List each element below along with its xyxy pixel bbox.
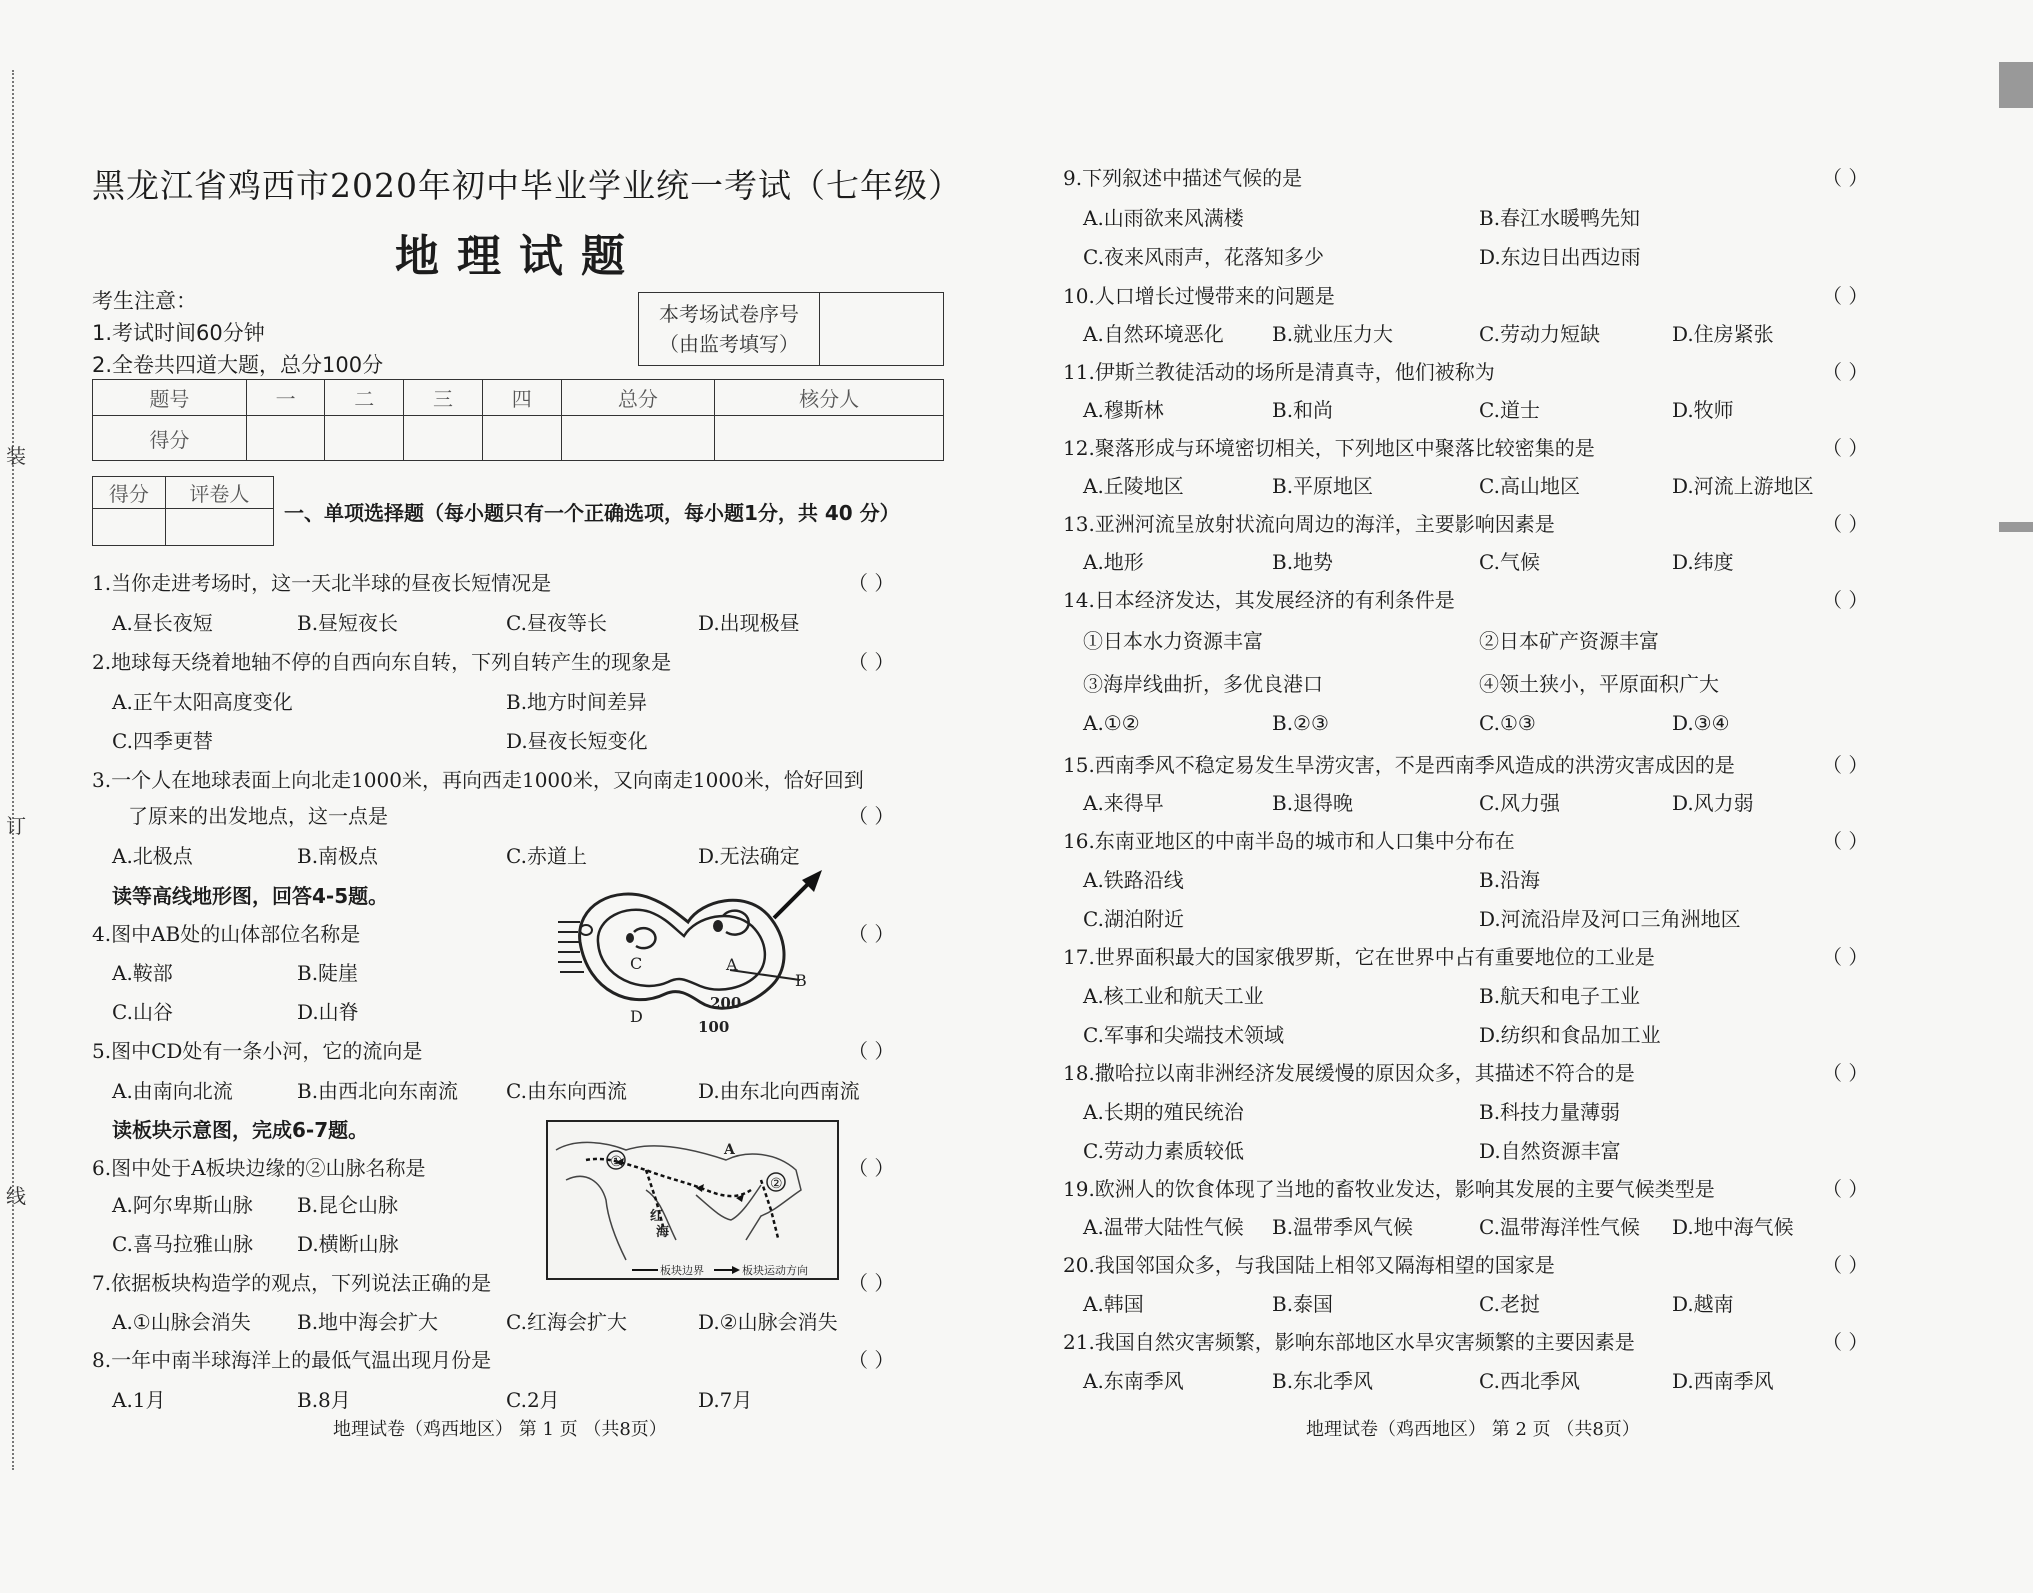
option[interactable]: A.鞍部: [112, 961, 173, 985]
option[interactable]: A.阿尔卑斯山脉: [112, 1193, 253, 1217]
score-cell[interactable]: [246, 416, 325, 461]
option[interactable]: A.①山脉会消失: [112, 1310, 251, 1334]
score-cell[interactable]: [561, 416, 715, 461]
plate-legend: 板块边界: [660, 1264, 704, 1277]
option[interactable]: D.由东北向西南流: [698, 1079, 860, 1103]
option[interactable]: C.气候: [1479, 550, 1540, 574]
question-stem: 12.聚落形成与环境密切相关，下列地区中聚落比较密集的是: [1063, 436, 1595, 460]
binding-line: [12, 70, 14, 1470]
question-stem: 18.撒哈拉以南非洲经济发展缓慢的原因众多，其描述不符合的是: [1063, 1061, 1635, 1085]
scan-edge-tab: [1999, 62, 2033, 108]
option[interactable]: A.正午太阳高度变化: [112, 690, 293, 714]
contour-label: A: [726, 955, 738, 974]
answer-blank[interactable]: （ ）: [848, 571, 895, 595]
option[interactable]: C.军事和尖端技术领域: [1083, 1023, 1284, 1047]
option[interactable]: B.温带季风气候: [1272, 1215, 1414, 1239]
option[interactable]: C.昼夜等长: [506, 611, 607, 635]
option[interactable]: B.陡崖: [297, 961, 359, 985]
statement: ④领土狭小，平原面积广大: [1479, 672, 1719, 696]
answer-blank[interactable]: （ ）: [848, 804, 895, 828]
question-stem: 9.下列叙述中描述气候的是: [1063, 166, 1303, 190]
answer-blank[interactable]: （ ）: [1822, 753, 1869, 777]
exam-subtitle: 地理试题: [395, 231, 643, 282]
question-stem: 15.西南季风不稳定易发生旱涝灾害，不是西南季风造成的洪涝灾害成因的是: [1063, 753, 1735, 777]
option[interactable]: C.由东向西流: [506, 1079, 627, 1103]
option[interactable]: B.8月: [297, 1388, 351, 1412]
option[interactable]: C.劳动力素质较低: [1083, 1139, 1244, 1163]
option[interactable]: A.1月: [112, 1388, 166, 1412]
answer-blank[interactable]: （ ）: [848, 1271, 895, 1295]
score-header: 三: [404, 380, 483, 416]
score-header: 题号: [93, 380, 247, 416]
option[interactable]: C.夜来风雨声，花落知多少: [1083, 245, 1324, 269]
question-stem: 14.日本经济发达，其发展经济的有利条件是: [1063, 588, 1455, 612]
answer-blank[interactable]: （ ）: [1822, 1253, 1869, 1277]
option[interactable]: D.横断山脉: [297, 1232, 399, 1256]
answer-blank[interactable]: （ ）: [1822, 1330, 1869, 1354]
page-footer: 地理试卷（鸡西地区） 第 2 页 （共8页）: [1306, 1419, 1640, 1440]
option[interactable]: D.纬度: [1672, 550, 1734, 574]
answer-blank[interactable]: （ ）: [1822, 1177, 1869, 1201]
answer-blank[interactable]: （ ）: [1822, 829, 1869, 853]
option[interactable]: A.①②: [1083, 711, 1140, 735]
option[interactable]: C.劳动力短缺: [1479, 322, 1600, 346]
contour-value: 100: [698, 1018, 730, 1036]
question-stem: 6.图中处于A板块边缘的②山脉名称是: [92, 1156, 426, 1180]
option[interactable]: A.丘陵地区: [1083, 474, 1184, 498]
option[interactable]: B.就业压力大: [1272, 322, 1394, 346]
option[interactable]: A.东南季风: [1083, 1369, 1184, 1393]
option[interactable]: B.昆仑山脉: [297, 1193, 399, 1217]
option[interactable]: C.老挝: [1479, 1292, 1540, 1316]
answer-blank[interactable]: （ ）: [848, 1348, 895, 1372]
option[interactable]: B.平原地区: [1272, 474, 1374, 498]
option[interactable]: C.湖泊附近: [1083, 907, 1184, 931]
page-footer: 地理试卷（鸡西地区） 第 1 页 （共8页）: [333, 1419, 667, 1440]
binding-char: 装: [6, 444, 26, 468]
option[interactable]: B.地中海会扩大: [297, 1310, 439, 1334]
option[interactable]: B.航天和电子工业: [1479, 984, 1641, 1008]
question-stem: 19.欧洲人的饮食体现了当地的畜牧业发达，影响其发展的主要气候类型是: [1063, 1177, 1715, 1201]
seat-label: 本考场试卷序号: [659, 302, 799, 326]
option[interactable]: C.喜马拉雅山脉: [112, 1232, 253, 1256]
option[interactable]: D.昼夜长短变化: [506, 729, 648, 753]
contour-value: 200: [710, 994, 742, 1012]
option[interactable]: B.②③: [1272, 711, 1329, 735]
question-stem: 13.亚洲河流呈放射状流向周边的海洋，主要影响因素是: [1063, 512, 1555, 536]
grader-box: [92, 476, 274, 546]
section-heading: 一、单项选择题（每小题只有一个正确选项，每小题1分，共 40 分）: [284, 501, 900, 525]
question-stem: 3.一个人在地球表面上向北走1000米，再向西走1000米，又向南走1000米，恰好回到: [92, 768, 864, 792]
option[interactable]: A.韩国: [1083, 1292, 1144, 1316]
option[interactable]: D.7月: [698, 1388, 753, 1412]
question-stem: 7.依据板块构造学的观点，下列说法正确的是: [92, 1271, 492, 1295]
question-stem: 16.东南亚地区的中南半岛的城市和人口集中分布在: [1063, 829, 1515, 853]
score-header: 二: [325, 380, 404, 416]
plate-label: ①: [610, 1154, 623, 1170]
option[interactable]: D.地中海气候: [1672, 1215, 1794, 1239]
contour-label: D: [630, 1007, 643, 1026]
score-cell[interactable]: [325, 416, 404, 461]
option[interactable]: C.风力强: [1479, 791, 1560, 815]
answer-blank[interactable]: （ ）: [848, 650, 895, 674]
option[interactable]: D.越南: [1672, 1292, 1734, 1316]
question-stem: 11.伊斯兰教徒活动的场所是清真寺，他们被称为: [1063, 360, 1495, 384]
option[interactable]: C.四季更替: [112, 729, 213, 753]
score-row-label: 得分: [93, 416, 247, 461]
option[interactable]: C.①③: [1479, 711, 1536, 735]
score-cell[interactable]: [404, 416, 483, 461]
option[interactable]: D.河流沿岸及河口三角洲地区: [1479, 907, 1741, 931]
statement: ①日本水力资源丰富: [1083, 629, 1263, 653]
contour-label: B: [795, 971, 807, 990]
question-stem: 21.我国自然灾害频繁，影响东部地区水旱灾害频繁的主要因素是: [1063, 1330, 1635, 1354]
exam-title: 黑龙江省鸡西市2020年初中毕业学业统一考试（七年级）: [92, 166, 962, 205]
score-table: [92, 379, 944, 461]
notice-item: 1.考试时间60分钟: [92, 321, 265, 345]
option[interactable]: A.北极点: [112, 844, 193, 868]
answer-blank[interactable]: （ ）: [1822, 284, 1869, 308]
option[interactable]: A.由南向北流: [112, 1079, 233, 1103]
option[interactable]: B.昼短夜长: [297, 611, 399, 635]
option[interactable]: A.昼长夜短: [112, 611, 213, 635]
option[interactable]: B.南极点: [297, 844, 379, 868]
left-page: [0, 0, 1000, 1593]
binding-char: 线: [6, 1184, 26, 1208]
option[interactable]: D.无法确定: [698, 844, 800, 868]
plate-map: [546, 1120, 839, 1280]
seat-label: （由监考填写）: [659, 332, 799, 356]
answer-blank[interactable]: （ ）: [1822, 1061, 1869, 1085]
score-header: 一: [246, 380, 325, 416]
reading-instruction: 读板块示意图，完成6-7题。: [112, 1118, 369, 1142]
plate-legend: 板块运动方向: [742, 1264, 808, 1277]
option[interactable]: B.退得晚: [1272, 791, 1354, 815]
option[interactable]: B.地方时间差异: [506, 690, 648, 714]
answer-blank[interactable]: （ ）: [1822, 512, 1869, 536]
option[interactable]: C.道士: [1479, 398, 1540, 422]
option[interactable]: B.和尚: [1272, 398, 1334, 422]
answer-blank[interactable]: （ ）: [1822, 945, 1869, 969]
score-header: 四: [482, 380, 561, 416]
option[interactable]: B.春江水暖鸭先知: [1479, 206, 1641, 230]
option[interactable]: A.长期的殖民统治: [1083, 1100, 1244, 1124]
plate-label: 海: [656, 1225, 670, 1240]
option[interactable]: A.温带大陆性气候: [1083, 1215, 1244, 1239]
right-page: [1035, 0, 2033, 1593]
option[interactable]: D.东边日出西边雨: [1479, 245, 1641, 269]
option[interactable]: C.高山地区: [1479, 474, 1580, 498]
grader-name-cell[interactable]: [165, 509, 273, 546]
statement: ③海岸线曲折，多优良港口: [1083, 672, 1323, 696]
option[interactable]: A.来得早: [1083, 791, 1164, 815]
option[interactable]: B.东北季风: [1272, 1369, 1374, 1393]
option[interactable]: C.赤道上: [506, 844, 587, 868]
option[interactable]: D.住房紧张: [1672, 322, 1774, 346]
option[interactable]: D.出现极昼: [698, 611, 800, 635]
option[interactable]: D.牧师: [1672, 398, 1734, 422]
option[interactable]: C.西北季风: [1479, 1369, 1580, 1393]
answer-blank[interactable]: （ ）: [1822, 588, 1869, 612]
option[interactable]: C.温带海洋性气候: [1479, 1215, 1640, 1239]
option[interactable]: D.③④: [1672, 711, 1730, 735]
option[interactable]: B.泰国: [1272, 1292, 1334, 1316]
option[interactable]: C.山谷: [112, 1000, 173, 1024]
option[interactable]: A.自然环境恶化: [1083, 322, 1224, 346]
plate-label: A: [724, 1142, 735, 1158]
score-cell[interactable]: [715, 416, 944, 461]
reading-instruction: 读等高线地形图，回答4-5题。: [112, 884, 389, 908]
option[interactable]: C.红海会扩大: [506, 1310, 627, 1334]
option[interactable]: D.风力弱: [1672, 791, 1754, 815]
score-header: 核分人: [715, 380, 944, 416]
statement: ②日本矿产资源丰富: [1479, 629, 1659, 653]
option[interactable]: B.科技力量薄弱: [1479, 1100, 1621, 1124]
question-stem: 20.我国邻国众多，与我国陆上相邻又隔海相望的国家是: [1063, 1253, 1555, 1277]
option[interactable]: D.山脊: [297, 1000, 359, 1024]
option[interactable]: C.2月: [506, 1388, 560, 1412]
question-stem: 5.图中CD处有一条小河，它的流向是: [92, 1039, 423, 1063]
question-stem: 8.一年中南半球海洋上的最低气温出现月份是: [92, 1348, 492, 1372]
answer-blank[interactable]: （ ）: [848, 1156, 895, 1180]
grader-label: 评卷人: [165, 477, 273, 509]
question-stem-continued: 了原来的出发地点，这一点是: [128, 804, 388, 828]
seat-number-box: [638, 292, 944, 366]
answer-blank[interactable]: （ ）: [1822, 360, 1869, 384]
option[interactable]: A.山雨欲来风满楼: [1083, 206, 1244, 230]
option[interactable]: D.自然资源丰富: [1479, 1139, 1621, 1163]
question-stem: 1.当你走进考场时，这一天北半球的昼夜长短情况是: [92, 571, 552, 595]
notice-item: 2.全卷共四道大题，总分100分: [92, 353, 384, 377]
answer-blank[interactable]: （ ）: [1822, 436, 1869, 460]
option[interactable]: B.沿海: [1479, 868, 1541, 892]
binding-char: 订: [6, 814, 26, 838]
question-stem: 17.世界面积最大的国家俄罗斯，它在世界中占有重要地位的工业是: [1063, 945, 1655, 969]
option[interactable]: A.穆斯林: [1083, 398, 1164, 422]
answer-blank[interactable]: （ ）: [848, 922, 895, 946]
plate-label: 红: [650, 1209, 664, 1224]
notice-heading: 考生注意：: [92, 289, 197, 313]
answer-blank[interactable]: （ ）: [848, 1039, 895, 1063]
question-stem: 2.地球每天绕着地轴不停的自西向东自转，下列自转产生的现象是: [92, 650, 672, 674]
plate-label: ②: [770, 1176, 783, 1192]
option[interactable]: B.由西北向东南流: [297, 1079, 459, 1103]
answer-blank[interactable]: （ ）: [1822, 166, 1869, 190]
option[interactable]: B.地势: [1272, 550, 1334, 574]
contour-label: C: [630, 954, 643, 973]
option[interactable]: D.河流上游地区: [1672, 474, 1814, 498]
grader-score-cell[interactable]: [93, 509, 166, 546]
score-cell[interactable]: [482, 416, 561, 461]
scan-edge-tab: [1999, 522, 2033, 532]
option[interactable]: A.铁路沿线: [1083, 868, 1184, 892]
north-arrow-icon: [768, 868, 828, 924]
seat-number-field[interactable]: [820, 293, 944, 366]
option[interactable]: A.核工业和航天工业: [1083, 984, 1264, 1008]
option[interactable]: A.地形: [1083, 550, 1144, 574]
grader-score-label: 得分: [93, 477, 166, 509]
option[interactable]: D.纺织和食品加工业: [1479, 1023, 1661, 1047]
question-stem: 10.人口增长过慢带来的问题是: [1063, 284, 1335, 308]
question-stem: 4.图中AB处的山体部位名称是: [92, 922, 361, 946]
score-header: 总分: [561, 380, 715, 416]
option[interactable]: D.②山脉会消失: [698, 1310, 838, 1334]
option[interactable]: D.西南季风: [1672, 1369, 1774, 1393]
